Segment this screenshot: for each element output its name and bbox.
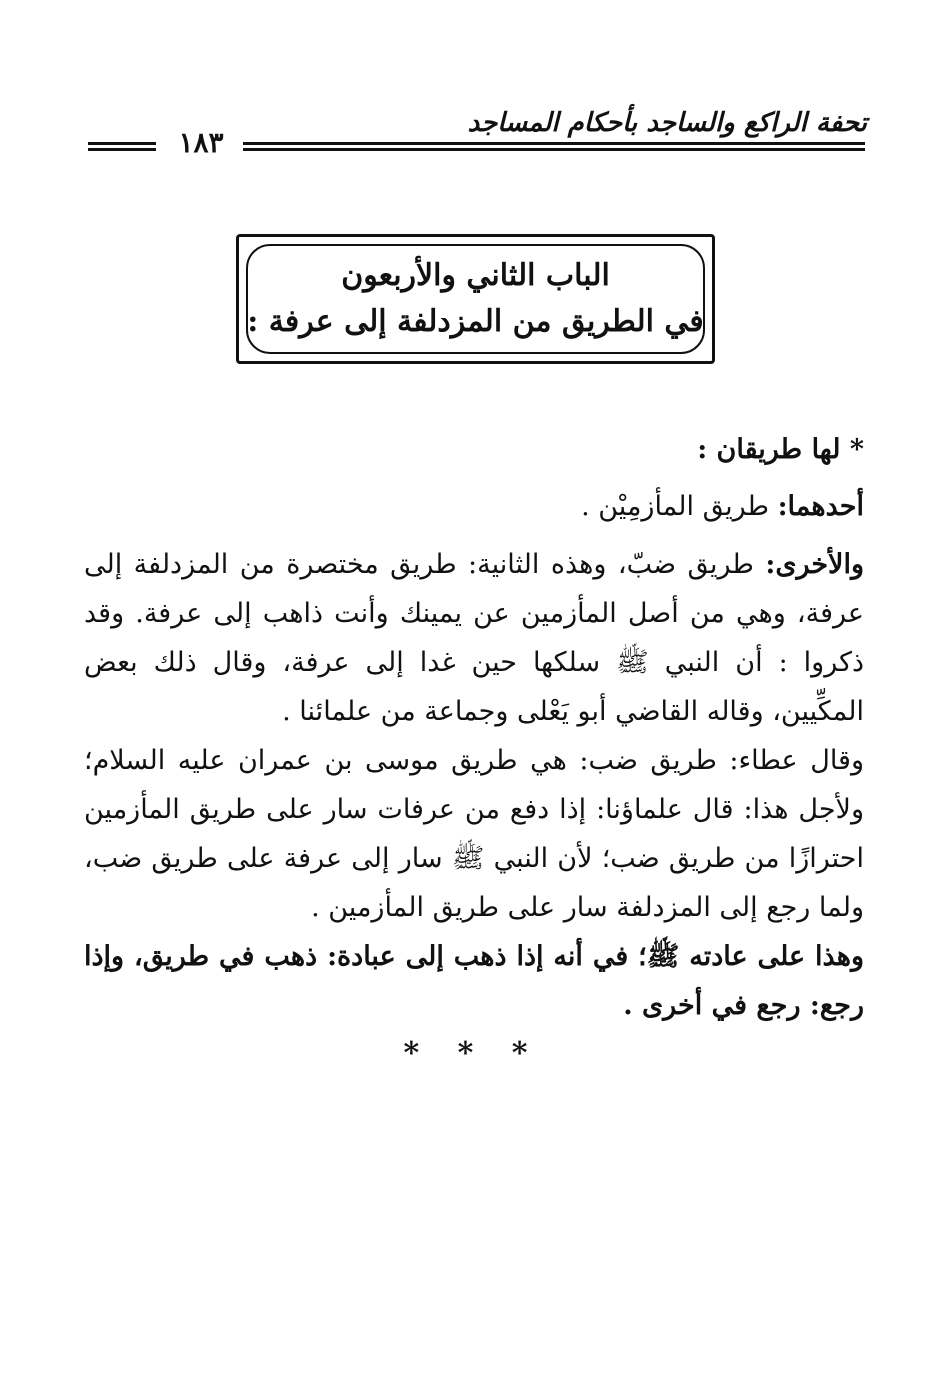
chapter-title-box <box>236 234 715 364</box>
paragraph-ata: وقال عطاء: طريق ضب: هي طريق موسى بن عمران عليه السلام؛ ولأجل هذا: قال علماؤنا: إذا دفع من عرفات سار على طريق المأزمين احترازًا من طريق ضب؛ لأن النبي ﷺ سار إلى عرفة على طريق ضب، ولما رجع إلى المزدلفة سار على طريق المأزمين . <box>84 745 864 923</box>
first-road-label: أحدهما: <box>777 491 864 522</box>
running-header-title: تحفة الراكع والساجد بأحكام المساجد <box>467 108 867 138</box>
chapter-title-line-2: في الطريق من المزدلفة إلى عرفة : <box>247 304 704 339</box>
paragraph-habit: وهذا على عادته ﷺ؛ في أنه إذا ذهب إلى عبادة: ذهب في طريق، وإذا رجع: رجع في أخرى . <box>84 941 864 1021</box>
header-rule-right <box>243 142 865 151</box>
other-road-text: طريق ضبّ، وهذه الثانية: طريق مختصرة من المزدلفة إلى عرفة، وهي من أصل المأزمين عن يمينك وأنت ذاهب إلى عرفة. وقد ذكروا : أن النبي ﷺ سلكها حين غدا إلى عرفة، وقال ذلك بعض المكِّيين، وقاله القاضي أبو يَعْلى وجماعة من علمائنا . <box>84 549 864 727</box>
other-road-label: والأخرى: <box>765 549 864 580</box>
chapter-title-inner-frame <box>246 244 705 354</box>
section-heading: * لها طريقان : <box>697 434 864 465</box>
paragraph-other-road <box>84 540 864 736</box>
page-number: ١٨٣ <box>178 126 224 159</box>
header-rule-left <box>88 142 156 151</box>
chapter-title-line-1: الباب الثاني والأربعون <box>341 258 610 293</box>
first-road-text: طريق المأزمِيْن . <box>581 491 778 522</box>
paragraph-first-road <box>84 482 864 531</box>
section-end-stars: * * * <box>403 1036 542 1071</box>
